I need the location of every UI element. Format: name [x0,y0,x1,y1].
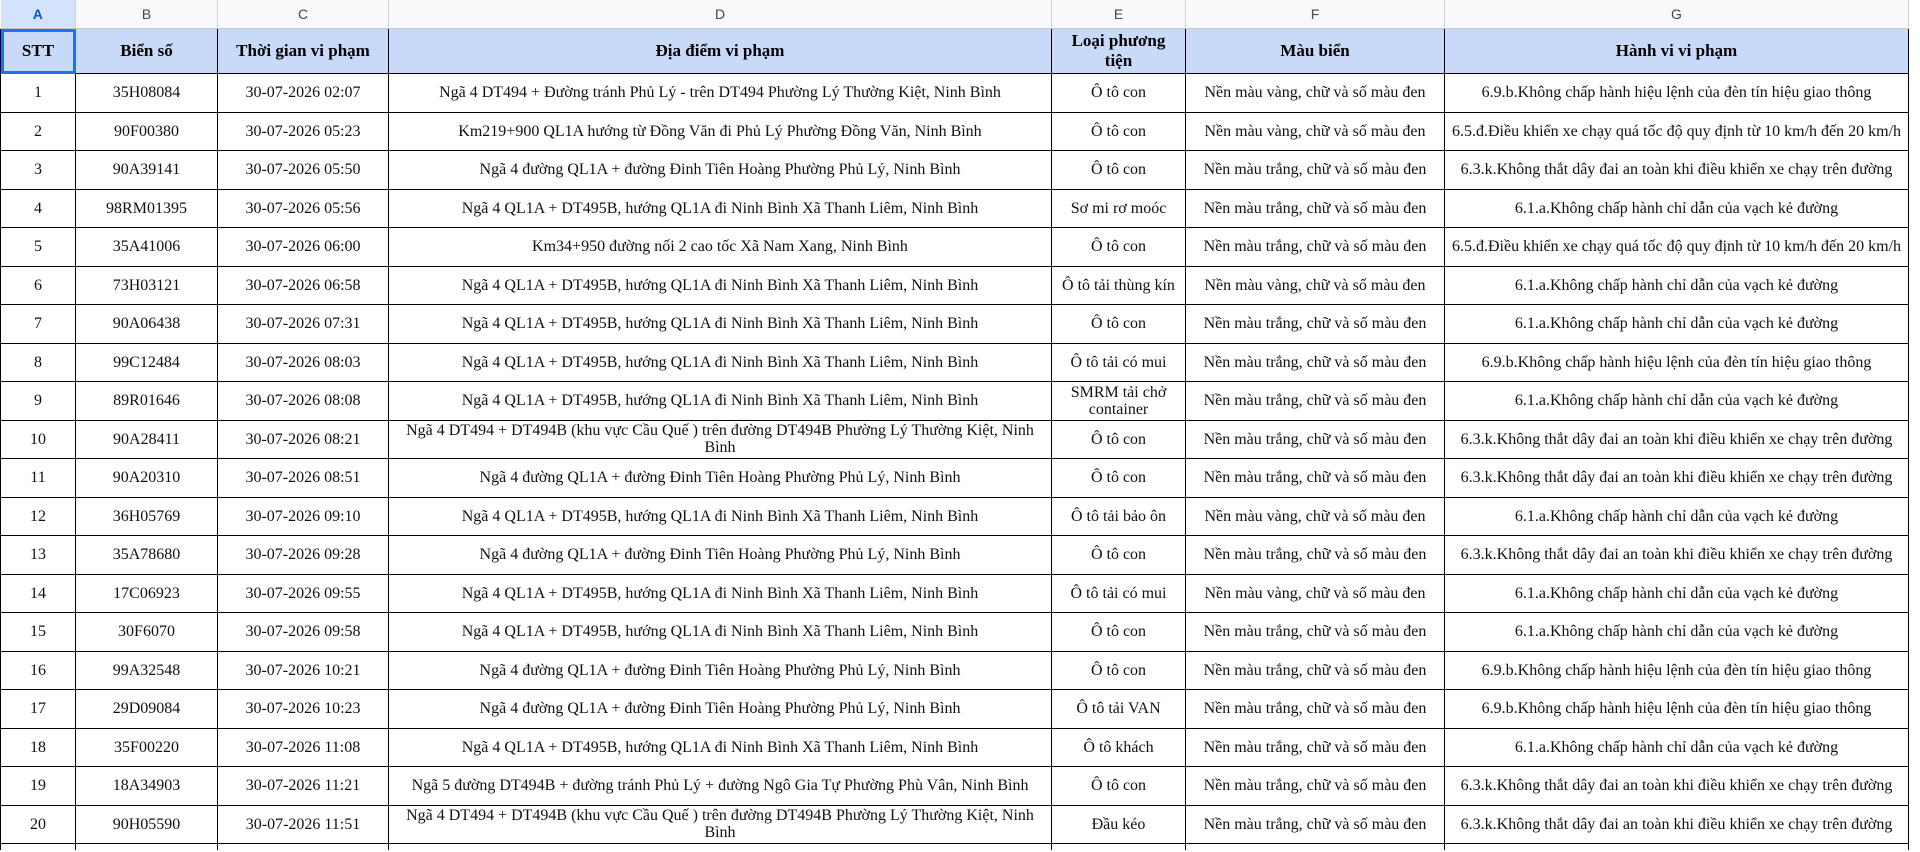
cell-plate[interactable]: 18A34903 [76,767,218,806]
cell-stt[interactable]: 10 [1,420,76,459]
header-cell-stt[interactable]: STT [1,29,76,74]
cell-plate-color[interactable]: Nền màu trắng, chữ và số màu đen [1186,459,1445,498]
cell-plate[interactable]: 90F00380 [76,112,218,151]
cell-plate-color[interactable]: Nền màu vàng, chữ và số màu đen [1186,112,1445,151]
cell-plate[interactable]: 90A28411 [76,420,218,459]
cell-time[interactable]: 30-07-2026 09:55 [218,574,389,613]
cell-vehicle-type[interactable]: Đầu kéo [1052,805,1186,844]
cell-location[interactable]: Ngã 4 DT494 + Đường tránh Phủ Lý - trên DT494 Phường Lý Thường Kiệt, Ninh Bình [389,74,1052,113]
cell-violation[interactable]: 6.1.a.Không chấp hành chỉ dẫn của vạch kẻ đường [1445,189,1909,228]
cell-time[interactable]: 30-07-2026 08:08 [218,382,389,421]
table-row [1,497,1909,536]
cell-location[interactable]: Ngã 4 DT494 + DT494B (khu vực Cầu Quế ) trên đường DT494B Phường Lý Thường Kiệt, Ninh Bình [389,805,1052,844]
table-row [1,228,1909,267]
cell-time[interactable]: 30-07-2026 05:56 [218,189,389,228]
cell-plate[interactable]: 99A32548 [76,651,218,690]
cell-time[interactable]: 30-07-2026 05:23 [218,112,389,151]
cell-empty[interactable] [1052,844,1186,851]
column-letter[interactable]: D [389,0,1052,29]
header-cell-plate-color[interactable]: Màu biển [1186,29,1445,74]
cell-plate-color[interactable]: Nền màu trắng, chữ và số màu đen [1186,420,1445,459]
column-letter[interactable]: G [1445,0,1909,29]
cell-violation[interactable]: 6.9.b.Không chấp hành hiệu lệnh của đèn tín hiệu giao thông [1445,651,1909,690]
column-letter-header [1,0,1909,29]
cell-stt[interactable]: 1 [1,74,76,113]
cell-time[interactable]: 30-07-2026 08:03 [218,343,389,382]
cell-violation[interactable]: 6.1.a.Không chấp hành chỉ dẫn của vạch kẻ đường [1445,613,1909,652]
cell-time[interactable]: 30-07-2026 08:21 [218,420,389,459]
cell-vehicle-type[interactable]: Ô tô con [1052,536,1186,575]
cell-violation[interactable]: 6.3.k.Không thắt dây đai an toàn khi điều khiển xe chạy trên đường [1445,151,1909,190]
cell-violation[interactable]: 6.1.a.Không chấp hành chỉ dẫn của vạch kẻ đường [1445,266,1909,305]
cell-stt[interactable]: 7 [1,305,76,344]
cell-location[interactable]: Ngã 4 đường QL1A + đường Đinh Tiên Hoàng Phường Phủ Lý, Ninh Bình [389,690,1052,729]
cell-plate-color[interactable]: Nền màu trắng, chữ và số màu đen [1186,728,1445,767]
cell-empty[interactable] [76,844,218,851]
cell-location[interactable]: Km219+900 QL1A hướng từ Đồng Văn đi Phủ Lý Phường Đồng Văn, Ninh Bình [389,112,1052,151]
table-row [1,382,1909,421]
cell-plate-color[interactable]: Nền màu trắng, chữ và số màu đen [1186,805,1445,844]
cell-plate[interactable]: 29D09084 [76,690,218,729]
cell-time[interactable]: 30-07-2026 06:58 [218,266,389,305]
cell-plate-color[interactable]: Nền màu trắng, chữ và số màu đen [1186,536,1445,575]
cell-location[interactable]: Ngã 4 QL1A + DT495B, hướng QL1A đi Ninh Bình Xã Thanh Liêm, Ninh Bình [389,189,1052,228]
cell-violation[interactable]: 6.5.đ.Điều khiển xe chạy quá tốc độ quy định từ 10 km/h đến 20 km/h [1445,228,1909,267]
cell-vehicle-type[interactable]: Ô tô con [1052,305,1186,344]
cell-location[interactable]: Ngã 4 đường QL1A + đường Đinh Tiên Hoàng Phường Phủ Lý, Ninh Bình [389,536,1052,575]
cell-empty[interactable] [218,844,389,851]
cell-plate-color[interactable]: Nền màu trắng, chữ và số màu đen [1186,382,1445,421]
cell-plate-color[interactable]: Nền màu trắng, chữ và số màu đen [1186,189,1445,228]
table-row [1,574,1909,613]
cell-plate[interactable]: 30F6070 [76,613,218,652]
cell-plate[interactable]: 35A78680 [76,536,218,575]
table-row [1,305,1909,344]
cell-plate[interactable]: 17C06923 [76,574,218,613]
cell-plate[interactable]: 35H08084 [76,74,218,113]
cell-vehicle-type[interactable]: Ô tô con [1052,228,1186,267]
cell-location[interactable]: Ngã 4 đường QL1A + đường Đinh Tiên Hoàng Phường Phủ Lý, Ninh Bình [389,651,1052,690]
cell-violation[interactable]: 6.1.a.Không chấp hành chỉ dẫn của vạch kẻ đường [1445,497,1909,536]
cell-vehicle-type[interactable]: Ô tô con [1052,420,1186,459]
column-letter[interactable]: A [1,0,76,29]
cell-stt[interactable]: 16 [1,651,76,690]
table-row [1,112,1909,151]
cell-time[interactable]: 30-07-2026 06:00 [218,228,389,267]
cell-violation[interactable]: 6.3.k.Không thắt dây đai an toàn khi điều khiển xe chạy trên đường [1445,767,1909,806]
cell-stt[interactable]: 15 [1,613,76,652]
cell-plate-color[interactable]: Nền màu trắng, chữ và số màu đen [1186,651,1445,690]
cell-violation[interactable]: 6.3.k.Không thắt dây đai an toàn khi điều khiển xe chạy trên đường [1445,536,1909,575]
cell-time[interactable]: 30-07-2026 10:21 [218,651,389,690]
cell-time[interactable]: 30-07-2026 11:08 [218,728,389,767]
table-row [1,420,1909,459]
cell-plate-color[interactable]: Nền màu vàng, chữ và số màu đen [1186,574,1445,613]
cell-vehicle-type[interactable]: Ô tô tải có mui [1052,343,1186,382]
cell-empty[interactable] [1445,844,1909,851]
cell-violation[interactable]: 6.1.a.Không chấp hành chỉ dẫn của vạch kẻ đường [1445,728,1909,767]
cell-vehicle-type[interactable]: Ô tô tải thùng kín [1052,266,1186,305]
cell-vehicle-type[interactable]: Ô tô con [1052,459,1186,498]
cell-plate-color[interactable]: Nền màu trắng, chữ và số màu đen [1186,228,1445,267]
header-cell-location[interactable]: Địa điểm vi phạm [389,29,1052,74]
cell-vehicle-type[interactable]: Ô tô tải bảo ôn [1052,497,1186,536]
cell-vehicle-type[interactable]: Ô tô tải VAN [1052,690,1186,729]
cell-time[interactable]: 30-07-2026 09:28 [218,536,389,575]
table-row [1,189,1909,228]
table-header-row [1,29,1909,74]
cell-stt[interactable]: 18 [1,728,76,767]
table-row [1,151,1909,190]
cell-location[interactable]: Ngã 4 đường QL1A + đường Đinh Tiên Hoàng Phường Phủ Lý, Ninh Bình [389,459,1052,498]
cell-location[interactable]: Ngã 4 DT494 + DT494B (khu vực Cầu Quế ) trên đường DT494B Phường Lý Thường Kiệt, Ninh Bình [389,420,1052,459]
cell-plate[interactable]: 99C12484 [76,343,218,382]
table-row [1,536,1909,575]
cell-vehicle-type[interactable]: Sơ mi rơ moóc [1052,189,1186,228]
cell-location[interactable]: Ngã 4 QL1A + DT495B, hướng QL1A đi Ninh Bình Xã Thanh Liêm, Ninh Bình [389,574,1052,613]
cell-plate-color[interactable]: Nền màu vàng, chữ và số màu đen [1186,266,1445,305]
table-row [1,728,1909,767]
cell-plate[interactable]: 89R01646 [76,382,218,421]
cell-violation[interactable]: 6.1.a.Không chấp hành chỉ dẫn của vạch kẻ đường [1445,382,1909,421]
table-row-partial [1,844,1909,851]
cell-vehicle-type[interactable]: Ô tô con [1052,651,1186,690]
table-row [1,459,1909,498]
cell-time[interactable]: 30-07-2026 10:23 [218,690,389,729]
header-cell-vehicle-type[interactable]: Loại phương tiện [1052,29,1186,74]
cell-stt[interactable]: 3 [1,151,76,190]
cell-time[interactable]: 30-07-2026 02:07 [218,74,389,113]
cell-vehicle-type[interactable]: Ô tô con [1052,767,1186,806]
cell-plate[interactable]: 35F00220 [76,728,218,767]
cell-violation[interactable]: 6.1.a.Không chấp hành chỉ dẫn của vạch kẻ đường [1445,305,1909,344]
cell-vehicle-type[interactable]: Ô tô con [1052,613,1186,652]
cell-time[interactable]: 30-07-2026 05:50 [218,151,389,190]
cell-vehicle-type[interactable]: SMRM tải chở container [1052,382,1186,421]
cell-plate[interactable]: 90A39141 [76,151,218,190]
cell-violation[interactable]: 6.3.k.Không thắt dây đai an toàn khi điều khiển xe chạy trên đường [1445,420,1909,459]
cell-stt[interactable]: 11 [1,459,76,498]
table-row [1,767,1909,806]
table-row [1,690,1909,729]
table-row [1,651,1909,690]
table-row [1,74,1909,113]
cell-plate-color[interactable]: Nền màu trắng, chữ và số màu đen [1186,151,1445,190]
cell-location[interactable]: Ngã 4 QL1A + DT495B, hướng QL1A đi Ninh Bình Xã Thanh Liêm, Ninh Bình [389,497,1052,536]
cell-vehicle-type[interactable]: Ô tô con [1052,151,1186,190]
cell-stt[interactable]: 14 [1,574,76,613]
cell-location[interactable]: Ngã 4 QL1A + DT495B, hướng QL1A đi Ninh Bình Xã Thanh Liêm, Ninh Bình [389,343,1052,382]
cell-violation[interactable]: 6.9.b.Không chấp hành hiệu lệnh của đèn tín hiệu giao thông [1445,690,1909,729]
cell-empty[interactable] [389,844,1052,851]
cell-location[interactable]: Ngã 4 QL1A + DT495B, hướng QL1A đi Ninh Bình Xã Thanh Liêm, Ninh Bình [389,382,1052,421]
cell-location[interactable]: Ngã 4 QL1A + DT495B, hướng QL1A đi Ninh Bình Xã Thanh Liêm, Ninh Bình [389,305,1052,344]
cell-violation[interactable]: 6.5.đ.Điều khiển xe chạy quá tốc độ quy định từ 10 km/h đến 20 km/h [1445,112,1909,151]
cell-plate[interactable]: 36H05769 [76,497,218,536]
cell-stt[interactable]: 20 [1,805,76,844]
cell-vehicle-type[interactable]: Ô tô khách [1052,728,1186,767]
cell-location[interactable]: Ngã 4 QL1A + DT495B, hướng QL1A đi Ninh Bình Xã Thanh Liêm, Ninh Bình [389,728,1052,767]
cell-plate[interactable]: 98RM01395 [76,189,218,228]
cell-plate-color[interactable]: Nền màu trắng, chữ và số màu đen [1186,767,1445,806]
cell-stt[interactable]: 2 [1,112,76,151]
table-row [1,805,1909,844]
column-letter[interactable]: C [218,0,389,29]
cell-stt[interactable]: 13 [1,536,76,575]
column-letter[interactable]: E [1052,0,1186,29]
cell-time[interactable]: 30-07-2026 08:51 [218,459,389,498]
cell-plate-color[interactable]: Nền màu vàng, chữ và số màu đen [1186,74,1445,113]
cell-violation[interactable]: 6.9.b.Không chấp hành hiệu lệnh của đèn tín hiệu giao thông [1445,343,1909,382]
cell-stt[interactable]: 4 [1,189,76,228]
cell-stt[interactable]: 17 [1,690,76,729]
cell-time[interactable]: 30-07-2026 11:21 [218,767,389,806]
cell-vehicle-type[interactable]: Ô tô con [1052,112,1186,151]
cell-stt[interactable]: 19 [1,767,76,806]
cell-plate[interactable]: 90A20310 [76,459,218,498]
cell-location[interactable]: Km34+950 đường nối 2 cao tốc Xã Nam Xang, Ninh Bình [389,228,1052,267]
cell-plate[interactable]: 35A41006 [76,228,218,267]
header-cell-plate[interactable]: Biển số [76,29,218,74]
cell-violation[interactable]: 6.9.b.Không chấp hành hiệu lệnh của đèn tín hiệu giao thông [1445,74,1909,113]
cell-violation[interactable]: 6.1.a.Không chấp hành chỉ dẫn của vạch kẻ đường [1445,574,1909,613]
cell-stt[interactable]: 9 [1,382,76,421]
cell-plate-color[interactable]: Nền màu trắng, chữ và số màu đen [1186,613,1445,652]
cell-plate-color[interactable]: Nền màu trắng, chữ và số màu đen [1186,343,1445,382]
cell-stt[interactable]: 8 [1,343,76,382]
column-letter[interactable]: B [76,0,218,29]
cell-time[interactable]: 30-07-2026 09:10 [218,497,389,536]
cell-time[interactable]: 30-07-2026 07:31 [218,305,389,344]
cell-plate[interactable]: 73H03121 [76,266,218,305]
table-row [1,613,1909,652]
cell-location[interactable]: Ngã 4 QL1A + DT495B, hướng QL1A đi Ninh Bình Xã Thanh Liêm, Ninh Bình [389,266,1052,305]
table-row [1,343,1909,382]
cell-location[interactable]: Ngã 5 đường DT494B + đường tránh Phủ Lý + đường Ngô Gia Tự Phường Phù Vân, Ninh Bình [389,767,1052,806]
cell-plate-color[interactable]: Nền màu trắng, chữ và số màu đen [1186,690,1445,729]
cell-empty[interactable] [1,844,76,851]
cell-vehicle-type[interactable]: Ô tô con [1052,74,1186,113]
cell-plate-color[interactable]: Nền màu trắng, chữ và số màu đen [1186,305,1445,344]
cell-location[interactable]: Ngã 4 đường QL1A + đường Đinh Tiên Hoàng Phường Phủ Lý, Ninh Bình [389,151,1052,190]
cell-stt[interactable]: 12 [1,497,76,536]
cell-time[interactable]: 30-07-2026 11:51 [218,805,389,844]
cell-location[interactable]: Ngã 4 QL1A + DT495B, hướng QL1A đi Ninh Bình Xã Thanh Liêm, Ninh Bình [389,613,1052,652]
column-letter[interactable]: F [1186,0,1445,29]
header-cell-violation[interactable]: Hành vi vi phạm [1445,29,1909,74]
table-row [1,266,1909,305]
cell-violation[interactable]: 6.3.k.Không thắt dây đai an toàn khi điều khiển xe chạy trên đường [1445,459,1909,498]
header-cell-time[interactable]: Thời gian vi phạm [218,29,389,74]
cell-empty[interactable] [1186,844,1445,851]
cell-stt[interactable]: 6 [1,266,76,305]
cell-plate[interactable]: 90A06438 [76,305,218,344]
cell-vehicle-type[interactable]: Ô tô tải có mui [1052,574,1186,613]
cell-time[interactable]: 30-07-2026 09:58 [218,613,389,652]
cell-plate[interactable]: 90H05590 [76,805,218,844]
cell-plate-color[interactable]: Nền màu vàng, chữ và số màu đen [1186,497,1445,536]
cell-violation[interactable]: 6.3.k.Không thắt dây đai an toàn khi điều khiển xe chạy trên đường [1445,805,1909,844]
cell-stt[interactable]: 5 [1,228,76,267]
